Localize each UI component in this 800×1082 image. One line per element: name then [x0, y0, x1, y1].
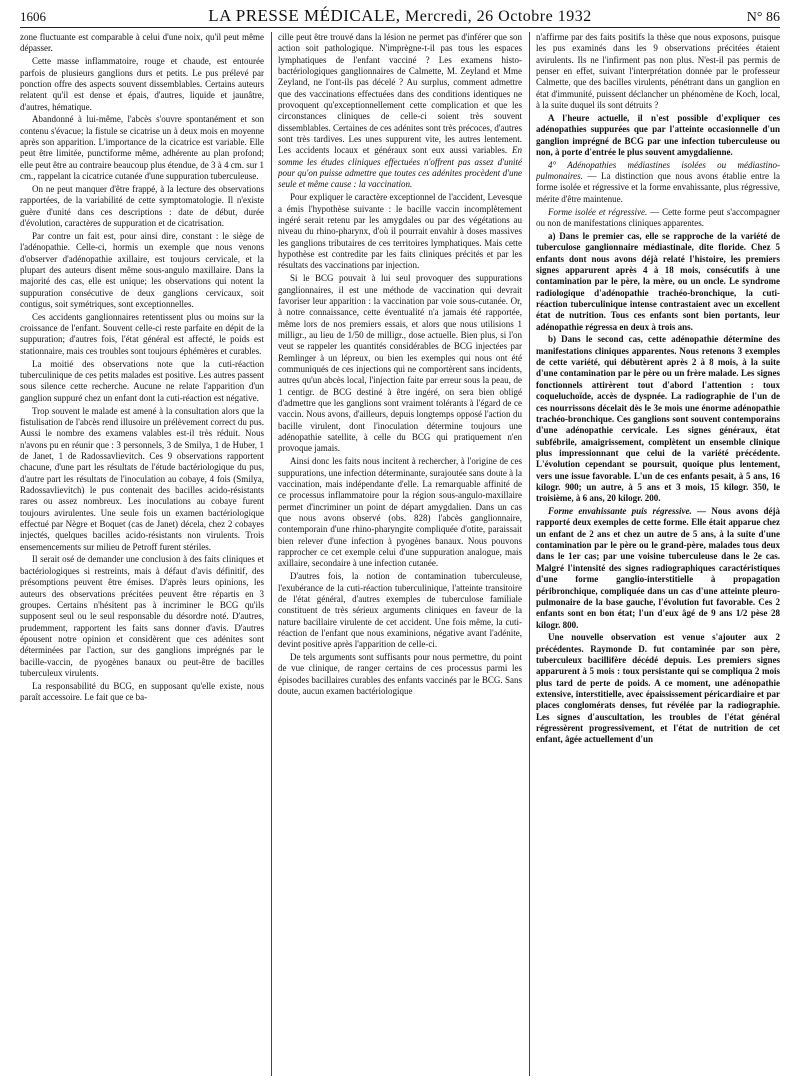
- paragraph: Ainsi donc les faits nous incitent à rechercher, à l'origine de ces suppurations, une infection déterminante, surajoutée sans doute à la vaccination, mais indépendante d'elle. La remarquable affinité de ce processus inflammatoire pour la région sous-angulo-maxillaire permet d'incriminer un point de départ amygdalien. Dans un cas que nous avons observé (obs. 828) l'abcès ganglionnaire, contemporain d'une rhino-pharyngite compliquée d'otite, paraissait bien relever d'une infection à pyogènes banaux. Nous pouvons rapprocher ce cet exemple celui d'une suppuration analogue, mais axillaire, secondaire à une infection cutanée.: [278, 456, 522, 569]
- paragraph: Trop souvent le malade est amené à la consultation alors que la fistulisation de l'abcès rend illusoire un prélèvement correct du pus. Aussi le nombre des examens valables est-il très réduit. Nous n'avons pu en réunir que : 3 personnels, 3 de Smilya, 1 de Huber, 1 de Janet, 1 de Radossavlievitch. Ces 9 observations rapportent chacune, d'une part les résultats de l'étude bactériologique du pus, d'autre part les résultats de l'inoculation au cobaye, 4 fois (Smilya, Radossavlievitch) le pus contenait des bacilles acido-résistants rares ou assez nombreux. Les inoculations au cobaye furent toujours avirulentes. Une seule fois un examen bactériologique effectué par Nègre et Boquet (cas de Janet) décela, chez 2 cobayes injectés, quelques bacilles acido-résistants non virulents. Trois ensemencements sur milieu de Petroff furent stériles.: [20, 405, 264, 552]
- page-header: [20, 6, 780, 28]
- paragraph: De tels arguments sont suffisants pour nous permettre, du point de vue clinique, de ranger certains de ces processus parmi les épisodes bacillaires curables des enfants vaccinés par le BCG. Sans doute, aucun examen bactériologique: [278, 652, 522, 697]
- paragraph: Il serait osé de demander une conclusion à des faits cliniques et bactériologiques si restreints, mais à défaut d'avis définitif, des présomptions peuvent être émises. D'après leurs opinions, les auteurs des observations précitées peuvent être répartis en 3 groupes. Certains n'hésitent pas à incriminer le BCG qu'ils supposent seul ou le seul responsable du désordre noté. D'autres, prudemment, rapportent les faits sans donner d'avis. D'autres épousent notre opinion et considèrent que ces adénites sont déterminées par l'action, sur des ganglions imprégnés par le bacille-vaccin, de pyogènes banaux ou peut-être de bacilles tuberculeux virulents.: [20, 554, 264, 678]
- journal-name: LA PRESSE MÉDICALE,: [208, 6, 401, 25]
- paragraph: Si le BCG pouvait à lui seul provoquer des suppurations ganglionnaires, il est une méthode de vaccination qui devrait favoriser leur apparition : la vaccination par voie sous-cutanée. Or, à notre connaissance, cette éventualité n'a jamais été rapportée, même lors de nos premiers essais, et alors que nous utilisions 1 milligr., au lieu de 1/50 de milligr., dose actuelle. Bien plus, si l'on veut se rappeler les quantités considérables de BCG injectées par Remlinger à un lépreux, ou bien les exemples qui nous ont été communiqués de ces injections qui ne comportèrent sans incidents, autres qu'un abcès local, l'injection faite par erreur sous la peau, de 1 centigr. de BCG destiné à être ingéré, on sera bien obligé d'admettre que les ganglions sont vraiment tolérants à l'égard de ce vaccin. Nous avons, d'ailleurs, depuis longtemps opposé l'action du bacille virulent, dont l'inoculation détermine toujours une adénopathie satellite, à celle du BCG qui pratiquement n'en provoque jamais.: [278, 273, 522, 454]
- paragraph-bold: Une nouvelle observation est venue s'ajouter aux 2 précédentes. Raymonde D. fut contaminée par son père, tuberculeux bacillifère décédé depuis. Les premiers signes apparurent à 5 mois : toux persistante qui se compliqua 2 mois plus tard de perte de poids. A ce moment, une adénopathie extensive, interstitielle, avec épaississement péricardiaire et par places conglomérats denses, fut révélée par la radiographie. Les signes d'auscultation, les troubles de l'état général régressèrent progressivement, et l'état de nutrition de cet enfant, âgée actuellement d'un: [536, 632, 780, 745]
- paragraph: zone fluctuante est comparable à celui d'une noix, qu'il peut même dépasser.: [20, 32, 264, 54]
- paragraph: Pour expliquer le caractère exceptionnel de l'accident, Levesque a émis l'hypothèse suivante : le bacille vaccin incomplètement ingéré serait retenu par les amygdales ou par des végétations au niveau du rhino-pharynx, d'où il pourrait envahir à doses massives les ganglions tributaires de ces territoires lymphatiques. Mais cette hypothèse est contredite par les faits cliniques précités et par les résultats des vaccinations par injection.: [278, 192, 522, 271]
- section-heading: [536, 160, 780, 205]
- subsection: [536, 506, 780, 631]
- paragraph: Ces accidents ganglionnaires retentissent plus ou moins sur la croissance de l'enfant. Souvent celle-ci reste parfaite en dépit de la suppuration; d'autres fois, l'état général est affecté, le poids est stationnaire, mais ces troubles sont toujours éphémères et curables.: [20, 311, 264, 356]
- issue-number: N° 86: [746, 10, 780, 25]
- section-heading-title: 4° Adénopathies médiastines isolées ou médiastino-pulmonaires.: [536, 159, 780, 182]
- paragraph: Par contre un fait est, pour ainsi dire, constant : le siège de l'adénopathie. Celle-ci, hormis un exemple que nous venons d'observer d'adénopathie axillaire, est toujours cervicale, et la plupart des auteurs disent même sous-angulo maxillaire. Dans la majorité des cas, elle est unique; les observations qui notent la suppuration consécutive de deux ganglions cervicaux, soit contigus, soit symétriques, sont exceptionnelles.: [20, 230, 264, 309]
- issue-date: Mercredi, 26 Octobre 1932: [405, 8, 592, 25]
- italic-conclusion: En somme les études cliniques effectuées n'offrent pas assez d'unité pour qu'on puisse admettre que toutes ces adénites procèdent d'une seule et même cause : la vaccination.: [278, 145, 522, 190]
- article-body: [20, 32, 780, 1076]
- paragraph: [278, 32, 522, 191]
- newspaper-page: [20, 6, 780, 1076]
- paragraph: Cette masse inflammatoire, rouge et chaude, est entourée parfois de plusieurs ganglions durs et petits. Le pus prélevé par ponction offre des aspects souvent dissemblables. Certains auteurs relatent qu'il est dense et épais, d'autres, liquide et jaunâtre, d'autres, hématique.: [20, 56, 264, 112]
- subsection-text: — Cette forme peut s'accompagner ou non de manifestations cliniques apparentes.: [536, 206, 780, 228]
- page-number: 1606: [20, 9, 46, 24]
- subsection-title: Forme envahissante puis régressive.: [548, 506, 692, 517]
- paragraph: D'autres fois, la notion de contamination tuberculeuse, l'exubérance de la cuti-réaction tuberculinique, l'atteinte transitoire de l'état général, d'autres exemples de tuberculose familiale constituent de très sérieux arguments cliniques en faveur de la nature bacillaire virulente de cet accident. Une fois même, la cuti-réaction de l'enfant que nous examinions, négative avant l'adénite, devint positive après l'apparition de celle-ci.: [278, 571, 522, 650]
- paragraph: La moitié des observations note que la cuti-réaction tuberculinique de ces petits malades est positive. Les autres passent sous silence cette recherche. Aucune ne relate l'apparition d'un ganglion suppuré chez un enfant dont la cuti-réaction est négative.: [20, 358, 264, 403]
- paragraph-bold: A l'heure actuelle, il n'est possible d'expliquer ces adénopathies suppurées que par l'atteinte occasionnelle d'un ganglion imprégné de BCG par une infection tuberculeuse ou non, à porte d'entrée le plus souvent amygdalienne.: [536, 112, 780, 157]
- paragraph: Abandonné à lui-même, l'abcès s'ouvre spontanément et son contenu s'évacue; la fistule se cicatrise un à deux mois en moyenne après son apparition. L'importance de la cicatrice est variable. Elle peut être limitée, punctiforme même, adhérente au plan profond; elle peut être au contraire beaucoup plus étendue, de 3 à 4 cm. sur 1 cm., rappelant la cicatrice cutanée d'une suppuration tuberculeuse.: [20, 114, 264, 182]
- section-heading-text: — La distinction que nous avons établie entre la forme isolée et régressive et la forme envahissante, plus régressive, mérite d'être maintenue.: [536, 171, 780, 204]
- subsection-title: Forme isolée et régressive.: [548, 206, 648, 217]
- subsection: [536, 207, 780, 230]
- paragraph-text: cille peut être trouvé dans la lésion ne permet pas d'inférer que son action soit pathologique. N'imprègne-t-il pas tous les espaces lymphatiques de l'enfant vacciné ? Les examens histo-bactériologiques ganglionnaires de Calmette, M. Zeyland et Mme Zeyland, ne l'ont-ils pas décelé ? Au surplus, comment admettre que des vaccinations effectuées dans des conditions identiques ne provoquent qu'exceptionnellement cette complication et que les circonstances cliniques de celle-ci soient très souvent dissemblables. Certaines de ces adénites sont très précoces, d'autres sont très tardives. Les unes suppurent vite, les autres lentement. Les accidents locaux et généraux sont eux aussi variables.: [278, 32, 522, 156]
- column-2: [278, 32, 522, 1076]
- column-1: [20, 32, 264, 1076]
- subsection-text: — Nous avons déjà rapporté deux exemples de cette forme. Elle était apparue chez un enfant de 2 ans et chez un autre de 5 ans, à la suite d'une contamination par le père ou le grand-père, malades tous deux dans le 1er cas; par une voisine tuberculeuse dans le 2e cas. Malgré l'intensité des signes radiographiques caractéristiques d'une forme ganglio-interstitielle à propagation péribronchique, compliquée dans un cas d'une atteinte pleuro-pulmonaire de la base gauche, l'évolution fut favorable. Ces 2 enfants sont en bon état; l'un d'eux âgé de 9 ans 1/2 pèse 28 kilogr. 800.: [536, 506, 780, 630]
- paragraph: La responsabilité du BCG, en supposant qu'elle existe, nous paraît accessoire. Le fait que ce ba-: [20, 680, 264, 703]
- column-3: [536, 32, 780, 1076]
- paragraph: On ne peut manquer d'être frappé, à la lecture des observations rapportées, de la variabilité de cette symptomatologie. Il n'existe guère d'unité dans ces descriptions : date de début, durée d'évolution, caractères de suppuration et de cicatrisation.: [20, 183, 264, 228]
- paragraph: n'affirme par des faits positifs la thèse que nous exposons, puisque les pus examinés dans les 9 observations précitées étaient avirulents. Ils ne l'infirment pas non plus. N'est-il pas permis de penser en effet, suivant l'interprétation donnée par le professeur Calmette, que des bacilles virulents, pénétrant dans un ganglion en état d'immunité, puissent déclancher un phénomène de Koch, local, à la suite duquel ils sont détruits ?: [536, 32, 780, 111]
- paragraph-bold: b) Dans le second cas, cette adénopathie détermine des manifestations cliniques apparentes. Nous retenons 3 exemples de cette variété, qui débutèrent après 2 à 8 mois, à la suite d'une contamination par le père ou un frère malade. Les signes fonctionnels attirèrent tout d'abord l'attention : toux coqueluchoïde, accès de dyspnée. La radiographie de l'un de ces nourrissons décelait dès le 3e mois une énorme adénopathie trachéo-bronchique. Ces ganglions sont souvent contemporains d'une adénopathie cervicale. Les signes généraux, état subfébrile, amaigrissement, complètent un ensemble clinique plus impressionnant que celui de la variété précédente. L'évolution cependant se poursuit, quoique plus lentement, vers une issue favorable. L'un de ces enfants pesait, à 5 ans, 16 kilogr. 900; un autre, à 5 ans et 3 mois, 15 kilogr. 350, le troisième, à 6 ans, 20 kilogr. 200.: [536, 334, 780, 504]
- paragraph-bold: a) Dans le premier cas, elle se rapproche de la variété de tuberculose ganglionnaire médiastinale, dite floride. Chez 5 enfants dont nous avons déjà relaté l'histoire, les premiers signes apparurent après 4 à 18 mois, consécutifs à une contamination par le père, la mère, ou un oncle. Le syndrome radiologique d'adénopathie trachéo-bronchique, la cuti-réaction tuberculinique intense contrastaient avec un excellent état de nutrition. Tous ces enfants sont bien portants, leur adénopathie régressa en deux à trois ans.: [536, 230, 780, 332]
- header-rule: [20, 27, 780, 28]
- journal-title: [100, 6, 700, 26]
